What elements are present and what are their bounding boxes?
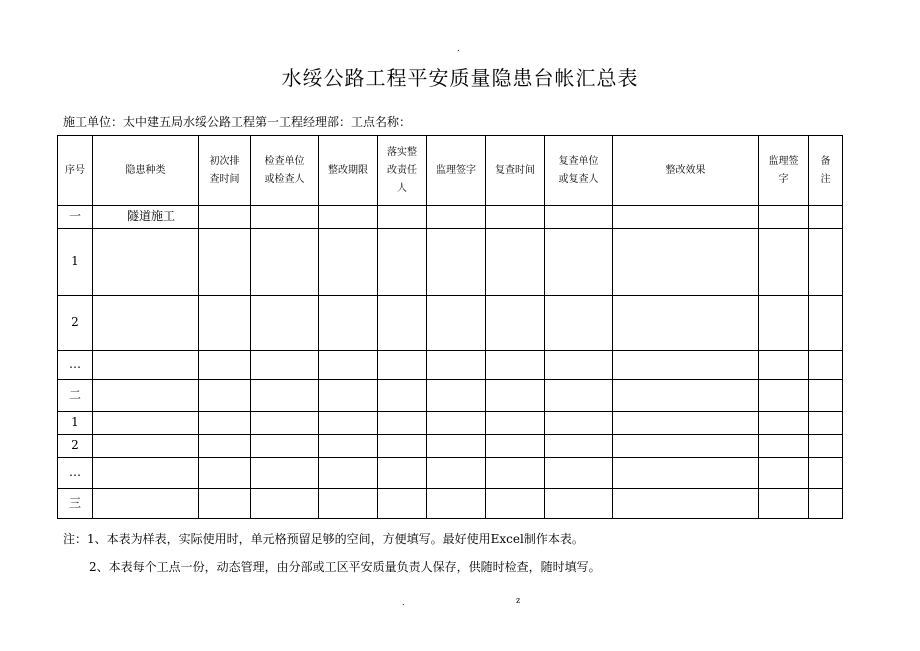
row-category-cell <box>93 412 199 435</box>
empty-cell <box>486 351 545 380</box>
empty-cell <box>319 435 378 458</box>
empty-cell <box>809 228 843 295</box>
empty-cell <box>319 228 378 295</box>
empty-cell <box>545 351 613 380</box>
empty-cell <box>199 380 251 412</box>
table-row <box>58 380 843 412</box>
header-cell-supervisor-sign: 监理签字 <box>427 136 486 206</box>
row-category-cell <box>93 296 199 351</box>
row-category-cell <box>93 228 199 295</box>
header-cell-first-check-time: 初次排 查时间 <box>199 136 251 206</box>
empty-cell <box>199 488 251 518</box>
table-row <box>58 435 843 458</box>
table-row <box>58 206 843 229</box>
row-category-cell <box>93 488 199 518</box>
footer-z: z <box>516 596 521 605</box>
row-category-cell <box>93 380 199 412</box>
empty-cell <box>319 488 378 518</box>
header-cell-deadline: 整改期限 <box>319 136 378 206</box>
table-row <box>58 457 843 488</box>
empty-cell <box>427 228 486 295</box>
empty-cell <box>545 435 613 458</box>
empty-cell <box>759 457 809 488</box>
empty-cell <box>427 296 486 351</box>
empty-cell <box>378 380 427 412</box>
header-cell-recheck-unit: 复查单位 或复查人 <box>545 136 613 206</box>
empty-cell <box>809 380 843 412</box>
table-row <box>58 351 843 380</box>
empty-cell <box>427 206 486 229</box>
empty-cell <box>251 380 319 412</box>
empty-cell <box>545 228 613 295</box>
page-title: 水绥公路工程平安质量隐患台帐汇总表 <box>281 66 639 90</box>
row-seq-cell: 2 <box>58 296 93 351</box>
row-seq-cell: … <box>58 351 93 380</box>
empty-cell <box>378 351 427 380</box>
empty-cell <box>319 296 378 351</box>
empty-cell <box>251 296 319 351</box>
empty-cell <box>809 435 843 458</box>
empty-cell <box>759 296 809 351</box>
header-cell-supervisor-sign-2: 监理签 字 <box>759 136 809 206</box>
row-seq-cell: 1 <box>58 228 93 295</box>
empty-cell <box>486 296 545 351</box>
empty-cell <box>251 351 319 380</box>
table-header-row <box>58 136 843 206</box>
empty-cell <box>809 457 843 488</box>
empty-cell <box>251 488 319 518</box>
empty-cell <box>378 457 427 488</box>
empty-cell <box>199 228 251 295</box>
empty-cell <box>809 351 843 380</box>
row-seq-cell: … <box>58 457 93 488</box>
empty-cell <box>759 488 809 518</box>
header-cell-rectification-effect: 整改效果 <box>613 136 759 206</box>
empty-cell <box>251 457 319 488</box>
header-cell-check-unit: 检查单位 或检查人 <box>251 136 319 206</box>
empty-cell <box>319 412 378 435</box>
empty-cell <box>613 412 759 435</box>
table-row <box>58 488 843 518</box>
empty-cell <box>759 228 809 295</box>
empty-cell <box>378 488 427 518</box>
empty-cell <box>486 435 545 458</box>
empty-cell <box>486 457 545 488</box>
note-1: 注：1、本表为样表，实际使用时，单元格预留足够的空间，方便填写。最好使用Excel制作本表。 <box>63 532 584 546</box>
empty-cell <box>319 351 378 380</box>
empty-cell <box>378 412 427 435</box>
row-seq-cell: 一 <box>58 206 93 229</box>
row-category-cell <box>93 457 199 488</box>
empty-cell <box>486 206 545 229</box>
empty-cell <box>545 488 613 518</box>
footer-dot: . <box>402 598 405 607</box>
empty-cell <box>378 435 427 458</box>
empty-cell <box>613 457 759 488</box>
empty-cell <box>809 488 843 518</box>
empty-cell <box>199 412 251 435</box>
empty-cell <box>809 412 843 435</box>
empty-cell <box>199 206 251 229</box>
empty-cell <box>251 412 319 435</box>
empty-cell <box>759 412 809 435</box>
empty-cell <box>613 488 759 518</box>
empty-cell <box>427 412 486 435</box>
empty-cell <box>613 380 759 412</box>
empty-cell <box>759 206 809 229</box>
empty-cell <box>545 206 613 229</box>
empty-cell <box>251 435 319 458</box>
empty-cell <box>613 206 759 229</box>
empty-cell <box>378 228 427 295</box>
empty-cell <box>545 412 613 435</box>
empty-cell <box>251 206 319 229</box>
row-category-cell <box>93 435 199 458</box>
empty-cell <box>759 435 809 458</box>
hazard-ledger-table <box>57 135 843 519</box>
empty-cell <box>199 351 251 380</box>
empty-cell <box>486 488 545 518</box>
table-row <box>58 228 843 295</box>
empty-cell <box>545 380 613 412</box>
row-category-cell: 隧道施工 <box>93 206 199 229</box>
row-category-cell <box>93 351 199 380</box>
row-seq-cell: 二 <box>58 380 93 412</box>
empty-cell <box>378 296 427 351</box>
empty-cell <box>759 351 809 380</box>
empty-cell <box>427 457 486 488</box>
empty-cell <box>319 457 378 488</box>
row-seq-cell: 1 <box>58 412 93 435</box>
empty-cell <box>613 435 759 458</box>
empty-cell <box>613 228 759 295</box>
empty-cell <box>251 228 319 295</box>
empty-cell <box>427 380 486 412</box>
row-seq-cell: 2 <box>58 435 93 458</box>
table-row <box>58 296 843 351</box>
empty-cell <box>545 296 613 351</box>
empty-cell <box>319 206 378 229</box>
empty-cell <box>613 296 759 351</box>
empty-cell <box>319 380 378 412</box>
empty-cell <box>378 206 427 229</box>
header-dot: . <box>457 44 460 53</box>
row-seq-cell: 三 <box>58 488 93 518</box>
empty-cell <box>199 296 251 351</box>
header-cell-seq: 序号 <box>58 136 93 206</box>
empty-cell <box>809 206 843 229</box>
empty-cell <box>427 435 486 458</box>
note-2: 2、本表每个工点一份，动态管理，由分部或工区平安质量负责人保存，供随时检查，随时填写。 <box>89 560 601 574</box>
empty-cell <box>427 351 486 380</box>
empty-cell <box>199 435 251 458</box>
empty-cell <box>486 380 545 412</box>
header-cell-category: 隐患种类 <box>93 136 199 206</box>
header-cell-remarks: 备 注 <box>809 136 843 206</box>
empty-cell <box>199 457 251 488</box>
empty-cell <box>486 412 545 435</box>
header-cell-responsible: 落实整 改责任 人 <box>378 136 427 206</box>
empty-cell <box>613 351 759 380</box>
empty-cell <box>545 457 613 488</box>
table-row <box>58 412 843 435</box>
construction-unit-line: 施工单位：太中建五局水绥公路工程第一工程经理部：工点名称： <box>63 115 412 129</box>
header-cell-recheck-time: 复查时间 <box>486 136 545 206</box>
empty-cell <box>486 228 545 295</box>
empty-cell <box>809 296 843 351</box>
empty-cell <box>427 488 486 518</box>
empty-cell <box>759 380 809 412</box>
